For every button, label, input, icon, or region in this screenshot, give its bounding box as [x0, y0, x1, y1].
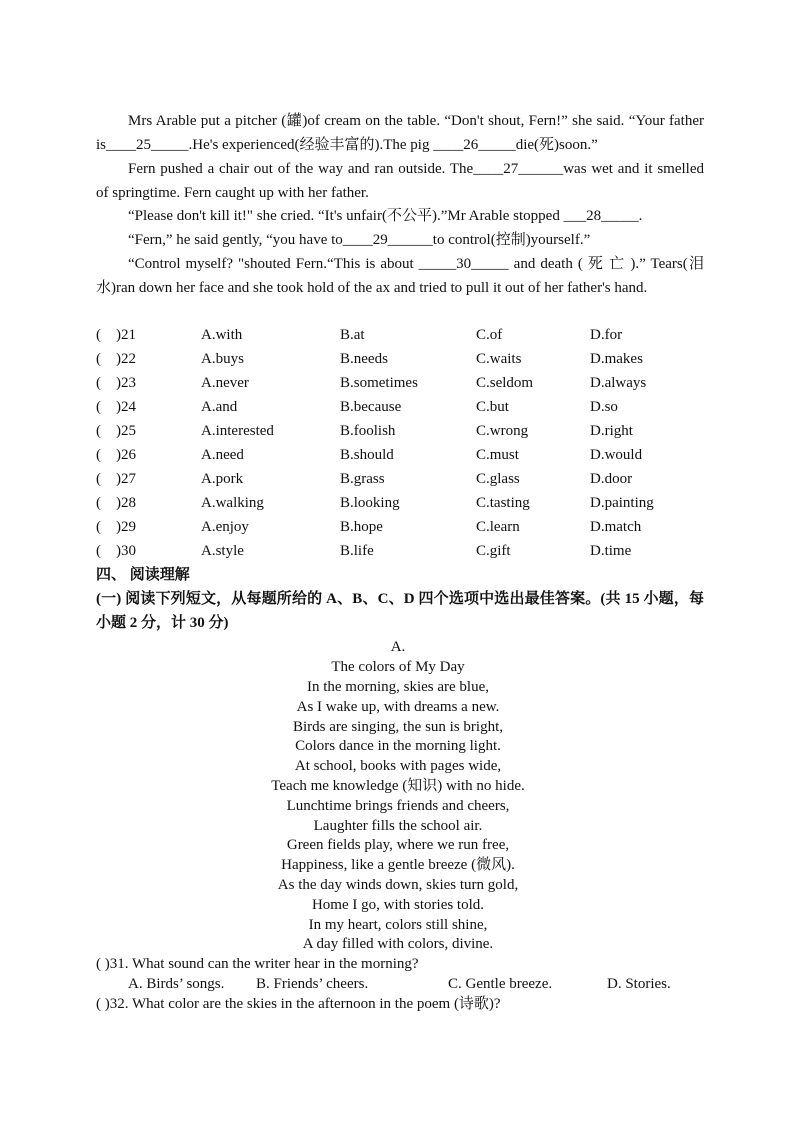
- option-b: B.grass: [340, 471, 385, 487]
- option-b: B.foolish: [340, 423, 396, 439]
- option-d: D.always: [590, 375, 647, 391]
- passage-paragraph-4-text: “Fern,” he said gently, “you have to____29______to control(控制)yourself.”: [128, 232, 591, 248]
- option-b: B.looking: [340, 495, 400, 511]
- answer-blank: (: [96, 447, 101, 463]
- section-instruction: (一) 阅读下列短文，从每题所给的 A、B、C、D 四个选项中选出最佳答案。(共 15 小题，每小题 2 分，计 30 分): [96, 591, 704, 631]
- option-row: [96, 491, 716, 515]
- option-row: [96, 539, 716, 563]
- option-d: D.time: [590, 543, 632, 559]
- passage-paragraph-3: [96, 204, 704, 228]
- poem-title: The colors of My Day: [331, 659, 465, 675]
- option-row: [96, 515, 716, 539]
- answer-blank: (: [96, 519, 101, 535]
- option-a: A.walking: [201, 495, 264, 511]
- poem-line: Laughter fills the school air.: [313, 817, 483, 834]
- question-31-option-d: D. Stories.: [607, 976, 671, 992]
- option-d: D.for: [590, 327, 623, 343]
- poem-line: In my heart, colors still shine,: [308, 916, 488, 933]
- poem-label: A.: [390, 639, 406, 655]
- question-number: )27: [116, 471, 136, 487]
- option-d: D.match: [590, 519, 642, 535]
- answer-blank: (: [96, 471, 101, 487]
- option-d: D.so: [590, 399, 618, 415]
- answer-blank: (: [96, 543, 101, 559]
- option-b: B.hope: [340, 519, 383, 535]
- question-number: )24: [116, 399, 136, 415]
- option-d: D.would: [590, 447, 643, 463]
- poem-line: Birds are singing, the sun is bright,: [293, 718, 503, 735]
- question-number: )28: [116, 495, 136, 511]
- passage-paragraph-2-text: Fern pushed a chair out of the way and ran outside. The____27______was wet and it smelled of springtime. Fern caught up with her father.: [96, 161, 704, 201]
- poem-line: Colors dance in the morning light.: [295, 738, 501, 755]
- poem-line: As the day winds down, skies turn gold,: [277, 877, 519, 893]
- option-a: A.buys: [201, 351, 244, 367]
- poem-line: In the morning, skies are blue,: [306, 679, 490, 695]
- option-b: B.at: [340, 327, 365, 343]
- question-number: )25: [116, 423, 136, 439]
- option-row: [96, 371, 716, 395]
- option-c: C.waits: [476, 351, 522, 367]
- option-a: A.interested: [201, 423, 274, 439]
- poem-line: Home I go, with stories told.: [311, 896, 485, 913]
- option-c: C.of: [476, 327, 503, 343]
- answer-blank: (: [96, 351, 101, 367]
- option-c: C.seldom: [476, 375, 534, 391]
- option-b: B.life: [340, 543, 374, 559]
- question-31-options: [96, 974, 704, 994]
- passage-paragraph-1-text: Mrs Arable put a pitcher (罐)of cream on the table. “Don't shout, Fern!” she said. “Your father is____25_____.He's experienced(经验丰富的).The pig ____26_____die(死)soon.”: [96, 113, 704, 153]
- option-a: A.pork: [201, 471, 244, 487]
- option-row: [96, 323, 716, 347]
- passage-paragraph-5-text: “Control myself? "shouted Fern.“This is about _____30_____ and death ( 死 亡 ).” Tears(泪水)ran down her face and she took hold of the ax and tried to pull it out of her father's hand.: [96, 256, 704, 296]
- option-d: D.door: [590, 471, 633, 487]
- passage-paragraph-2: [96, 157, 704, 205]
- option-a: A.with: [201, 327, 243, 343]
- question-31-option-c: C. Gentle breeze.: [448, 976, 553, 992]
- answer-blank: (: [96, 423, 101, 439]
- option-d: D.right: [590, 423, 633, 439]
- option-b: B.should: [340, 447, 394, 463]
- question-number: )29: [116, 519, 136, 535]
- question-31-option-a: A. Birds’ songs.: [128, 976, 225, 992]
- option-a: A.need: [201, 447, 244, 463]
- option-row: [96, 395, 716, 419]
- question-31-option-b: B. Friends’ cheers.: [256, 976, 369, 992]
- option-row: [96, 419, 716, 443]
- question-31-stem: ( )31. What sound can the writer hear in the morning?: [96, 956, 419, 972]
- answer-blank: (: [96, 399, 101, 415]
- option-a: A.never: [201, 375, 249, 391]
- option-b: B.needs: [340, 351, 388, 367]
- option-d: D.painting: [590, 495, 654, 511]
- question-number: )26: [116, 447, 136, 463]
- option-row: [96, 347, 716, 371]
- question-number: )22: [116, 351, 136, 367]
- answer-blank: (: [96, 495, 101, 511]
- passage-paragraph-4: [96, 228, 704, 252]
- poem-line: Teach me knowledge (知识) with no hide.: [271, 778, 525, 794]
- question-number: )23: [116, 375, 136, 391]
- poem-line: Lunchtime brings friends and cheers,: [286, 797, 510, 814]
- poem-line: A day filled with colors, divine.: [302, 936, 494, 953]
- poem-line: At school, books with pages wide,: [294, 758, 502, 775]
- answer-blank: (: [96, 375, 101, 391]
- option-c: C.wrong: [476, 423, 529, 439]
- option-c: C.learn: [476, 519, 520, 535]
- poem-line: Happiness, like a gentle breeze (微风).: [281, 857, 515, 874]
- answer-blank: (: [96, 327, 101, 343]
- question-32-stem: ( )32. What color are the skies in the afternoon in the poem (诗歌)?: [96, 996, 501, 1012]
- option-a: A.enjoy: [201, 519, 249, 535]
- option-a: A.and: [201, 399, 238, 415]
- option-c: C.tasting: [476, 495, 530, 511]
- option-c: C.gift: [476, 543, 511, 559]
- passage-paragraph-3-text: “Please don't kill it!" she cried. “It's unfair(不公平).”Mr Arable stopped ___28_____.: [128, 208, 643, 224]
- option-b: B.sometimes: [340, 375, 418, 391]
- option-row: [96, 467, 716, 491]
- option-c: C.must: [476, 447, 519, 463]
- option-row: [96, 443, 716, 467]
- passage-paragraph-5: [96, 252, 704, 300]
- option-c: C.but: [476, 399, 509, 415]
- question-number: )30: [116, 543, 136, 559]
- option-c: C.glass: [476, 471, 520, 487]
- option-b: B.because: [340, 399, 402, 415]
- passage-paragraph-1: [96, 109, 704, 157]
- poem-line: As I wake up, with dreams a new.: [296, 698, 500, 715]
- poem-line: Green fields play, where we run free,: [286, 837, 510, 854]
- option-a: A.style: [201, 543, 244, 559]
- section-heading: 四、 阅读理解: [96, 567, 190, 583]
- option-d: D.makes: [590, 351, 643, 367]
- question-number: )21: [116, 327, 136, 343]
